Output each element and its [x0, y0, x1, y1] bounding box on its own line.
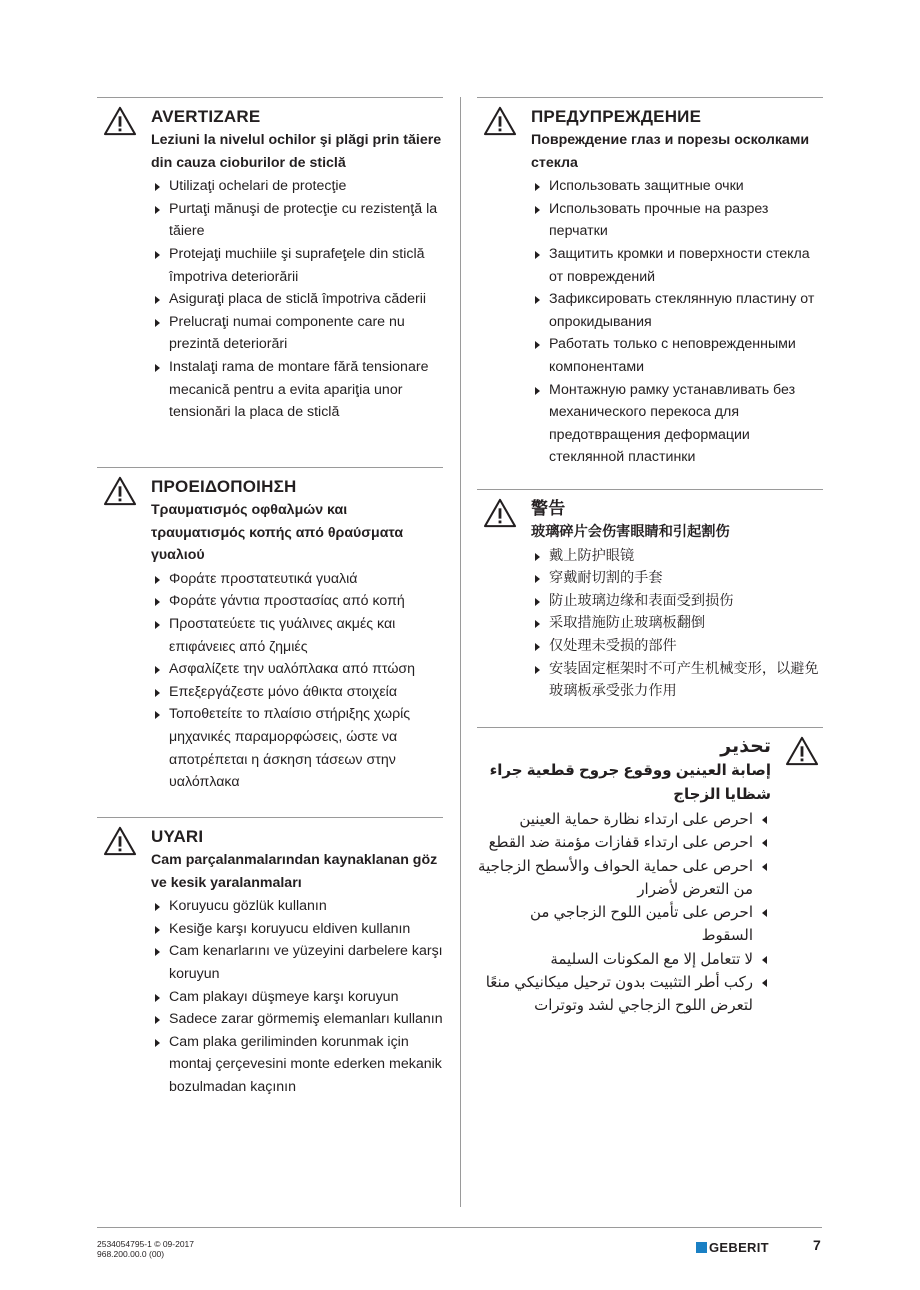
warning-title: AVERTIZARE — [151, 107, 261, 126]
brand-name: GEBERIT — [709, 1240, 769, 1255]
bullet-arrow-icon — [155, 711, 160, 719]
list-item — [531, 635, 823, 658]
list-item-text: احرص على ارتداء نظارة حماية العينين — [519, 811, 753, 828]
warning-body — [151, 468, 443, 794]
list-item — [531, 198, 823, 243]
bullet-arrow-icon — [535, 643, 540, 651]
bullet-arrow-icon — [535, 183, 540, 191]
list-item-text: Монтажную рамку устанавливать без механического перекоса для предотвращения деформации стеклянной пластинки — [549, 381, 796, 466]
warning-subtitle: إصابة العينين ووقوع جروح قطعية جراء شظايا الزجاج — [489, 762, 771, 803]
list-item-text: Φοράτε προστατευτικά γυαλιά — [169, 570, 358, 587]
list-item — [531, 175, 823, 198]
warning-subtitle: Τραυματισμός οφθαλμών και τραυματισμός κοπής από θραύσματα γυαλιού — [151, 502, 404, 564]
warning-title: ПРЕДУПРЕЖДЕНИЕ — [531, 107, 702, 126]
bullet-arrow-icon — [762, 839, 767, 847]
list-item — [151, 1031, 443, 1099]
list-item-text: Cam plakayı düşmeye karşı koruyun — [169, 988, 399, 1005]
bullet-arrow-icon — [762, 863, 767, 871]
list-item — [151, 895, 443, 918]
bullet-arrow-icon — [535, 666, 540, 674]
bullet-arrow-icon — [155, 1039, 160, 1047]
bullet-arrow-icon — [535, 387, 540, 395]
instruction-list — [151, 175, 443, 424]
list-item — [151, 918, 443, 941]
list-item — [531, 288, 823, 333]
instruction-list — [531, 545, 823, 703]
warning-section-greek — [97, 467, 443, 794]
bullet-arrow-icon — [535, 575, 540, 583]
list-item-text: Cam plaka geriliminden korunmak için montaj çerçevesini monte ederken mekanik bozulmadan kaçının — [169, 1033, 442, 1095]
list-item-text: Asiguraţi placa de sticlă împotriva căderii — [169, 291, 427, 308]
warning-body — [531, 490, 823, 703]
list-item — [151, 1008, 443, 1031]
geberit-logo — [696, 1240, 769, 1255]
logo-square-icon — [696, 1242, 707, 1253]
document-code: 968.200.00.0 (00) — [97, 1248, 165, 1259]
warning-triangle-icon — [103, 476, 137, 506]
list-item-text: Использовать прочные на разрез перчатки — [549, 200, 769, 240]
warning-body — [477, 728, 771, 1018]
warning-triangle-icon — [103, 826, 137, 856]
list-item-text: 防止玻璃边缘和表面受到损伤 — [549, 592, 734, 609]
list-item — [477, 948, 771, 971]
list-item — [531, 333, 823, 378]
bullet-arrow-icon — [155, 903, 160, 911]
list-item — [151, 198, 443, 243]
bullet-arrow-icon — [535, 620, 540, 628]
warning-subtitle: Cam parçalanmalarından kaynaklanan göz ve kesik yaralanmaları — [151, 852, 438, 891]
list-item-text: Использовать защитные очки — [549, 178, 744, 195]
warning-subtitle: 玻璃碎片会伤害眼睛和引起割伤 — [531, 524, 730, 540]
list-item — [531, 658, 823, 703]
list-item-text: احرص على ارتداء قفازات مؤمنة ضد القطع — [488, 834, 753, 852]
list-item-text: 戴上防护眼镜 — [549, 547, 635, 564]
list-item-text: Τοποθετείτε το πλαίσιο στήριξης χωρίς μηχανικές παραμορφώσεις, ώστε να αποτρέπεται η άσκηση τάσεων στην υαλόπλακα — [169, 706, 411, 791]
list-item-text: Ασφαλίζετε την υαλόπλακα από πτώση — [169, 661, 416, 678]
list-item — [151, 986, 443, 1009]
bullet-arrow-icon — [155, 206, 160, 214]
list-item — [531, 379, 823, 469]
page-number: 7 — [813, 1237, 821, 1253]
bullet-arrow-icon — [762, 816, 767, 824]
list-item-text: Utilizaţi ochelari de protecţie — [169, 178, 347, 195]
list-item — [531, 567, 823, 590]
warning-subtitle: Повреждение глаз и порезы осколками стекла — [531, 132, 810, 171]
list-item — [151, 613, 443, 658]
list-item — [151, 356, 443, 424]
list-item-text: 穿戴耐切割的手套 — [549, 570, 663, 587]
warning-title: UYARI — [151, 827, 204, 846]
list-item — [151, 681, 443, 704]
bullet-arrow-icon — [535, 206, 540, 214]
list-item — [477, 971, 771, 1018]
bullet-arrow-icon — [155, 948, 160, 956]
bullet-arrow-icon — [155, 296, 160, 304]
list-item — [477, 901, 771, 948]
list-item — [531, 590, 823, 613]
list-item-text: Προστατεύετε τις γυάλινες ακμές και επιφάνειες από ζημιές — [169, 615, 396, 655]
bullet-arrow-icon — [155, 251, 160, 259]
list-item-text: 仅处理未受损的部件 — [549, 637, 677, 654]
warning-title: ΠΡΟΕΙΔΟΠΟΙΗΣΗ — [151, 477, 297, 496]
instruction-list — [477, 808, 771, 1018]
document-number: 2534054795-1 © 09-2017 — [97, 1239, 195, 1249]
footer-divider — [97, 1227, 822, 1228]
list-item — [531, 243, 823, 288]
list-item-text: لا تتعامل إلا مع المكونات السليمة — [550, 950, 753, 968]
warning-title: تحذير — [720, 736, 771, 757]
instruction-list — [151, 568, 443, 794]
bullet-arrow-icon — [155, 689, 160, 697]
document-info — [97, 1240, 194, 1259]
list-item-text: Зафиксировать стеклянную пластину от опрокидывания — [549, 291, 815, 330]
warning-section-russian — [477, 97, 823, 469]
warning-triangle-icon — [103, 106, 137, 136]
bullet-arrow-icon — [155, 1016, 160, 1024]
column-divider — [460, 97, 461, 1207]
warning-body — [151, 98, 443, 424]
list-item-text: Φοράτε γάντια προστασίας από κοπή — [169, 593, 405, 610]
warning-section-arabic — [477, 727, 823, 1018]
bullet-arrow-icon — [762, 909, 767, 917]
list-item — [151, 288, 443, 311]
list-item — [531, 545, 823, 568]
list-item-text: Purtaţi mănuşi de protecţie cu rezistenţă la tăiere — [169, 200, 438, 240]
warning-section-romanian — [97, 97, 443, 424]
bullet-arrow-icon — [155, 926, 160, 934]
list-item — [477, 808, 771, 831]
bullet-arrow-icon — [155, 319, 160, 327]
warning-title: 警告 — [531, 499, 566, 518]
bullet-arrow-icon — [155, 183, 160, 191]
bullet-arrow-icon — [155, 598, 160, 606]
list-item-text: Koruyucu gözlük kullanın — [169, 898, 327, 915]
list-item-text: Protejaţi muchiile şi suprafeţele din sticlă împotriva deteriorării — [169, 245, 425, 285]
list-item-text: Cam kenarlarını ve yüzeyini darbelere karşı koruyun — [169, 943, 443, 982]
list-item — [531, 612, 823, 635]
list-item — [477, 855, 771, 902]
list-item-text: Επεξεργάζεστε μόνο άθικτα στοιχεία — [169, 683, 398, 700]
warning-triangle-icon — [785, 736, 819, 766]
list-item — [477, 831, 771, 854]
list-item-text: 安装固定框架时不可产生机械变形，以避免玻璃板承受张力作用 — [549, 660, 819, 700]
list-item — [151, 940, 443, 985]
instruction-list — [531, 175, 823, 469]
list-item-text: Prelucraţi numai componente care nu prezintă deteriorări — [169, 313, 405, 353]
bullet-arrow-icon — [155, 364, 160, 372]
bullet-arrow-icon — [535, 296, 540, 304]
list-item — [151, 311, 443, 356]
warning-body — [531, 98, 823, 469]
warning-triangle-icon — [483, 106, 517, 136]
list-item — [151, 243, 443, 288]
list-item — [151, 568, 443, 591]
warning-triangle-icon — [483, 498, 517, 528]
bullet-arrow-icon — [155, 994, 160, 1002]
list-item-text: Instalaţi rama de montare fără tensionare mecanică pentru a evita apariţia unor tensionări la placa de sticlă — [169, 358, 429, 421]
bullet-arrow-icon — [535, 341, 540, 349]
warning-body — [151, 818, 443, 1099]
bullet-arrow-icon — [155, 666, 160, 674]
list-item-text: Защитить кромки и поверхности стекла от повреждений — [549, 245, 810, 285]
warning-section-turkish — [97, 817, 443, 1099]
list-item-text: Sadece zarar görmemiş elemanları kullanın — [169, 1011, 443, 1028]
bullet-arrow-icon — [155, 576, 160, 584]
list-item-text: احرص على تأمين اللوح الزجاجي من السقوط — [529, 904, 753, 945]
bullet-arrow-icon — [535, 598, 540, 606]
list-item — [151, 658, 443, 681]
list-item — [151, 175, 443, 198]
warning-subtitle: Leziuni la nivelul ochilor şi plăgi prin tăiere din cauza cioburilor de sticlă — [151, 132, 442, 171]
bullet-arrow-icon — [535, 251, 540, 259]
list-item-text: 采取措施防止玻璃板翻倒 — [549, 615, 706, 632]
instruction-list — [151, 895, 443, 1098]
list-item-text: Kesiğe karşı koruyucu eldiven kullanın — [169, 920, 411, 937]
bullet-arrow-icon — [762, 979, 767, 987]
warning-section-chinese — [477, 489, 823, 703]
list-item-text: احرص على حماية الحواف والأسطح الزجاجية من التعرض لأضرار — [478, 857, 753, 898]
list-item-text: ركب أطر التثبيت بدون ترحيل ميكانيكي منعًا لتعرض اللوح الزجاجي لشد وتوترات — [485, 974, 753, 1015]
bullet-arrow-icon — [155, 621, 160, 629]
list-item — [151, 590, 443, 613]
list-item — [151, 703, 443, 793]
bullet-arrow-icon — [762, 956, 767, 964]
bullet-arrow-icon — [535, 553, 540, 561]
list-item-text: Работать только с неповрежденными компонентами — [549, 336, 796, 375]
